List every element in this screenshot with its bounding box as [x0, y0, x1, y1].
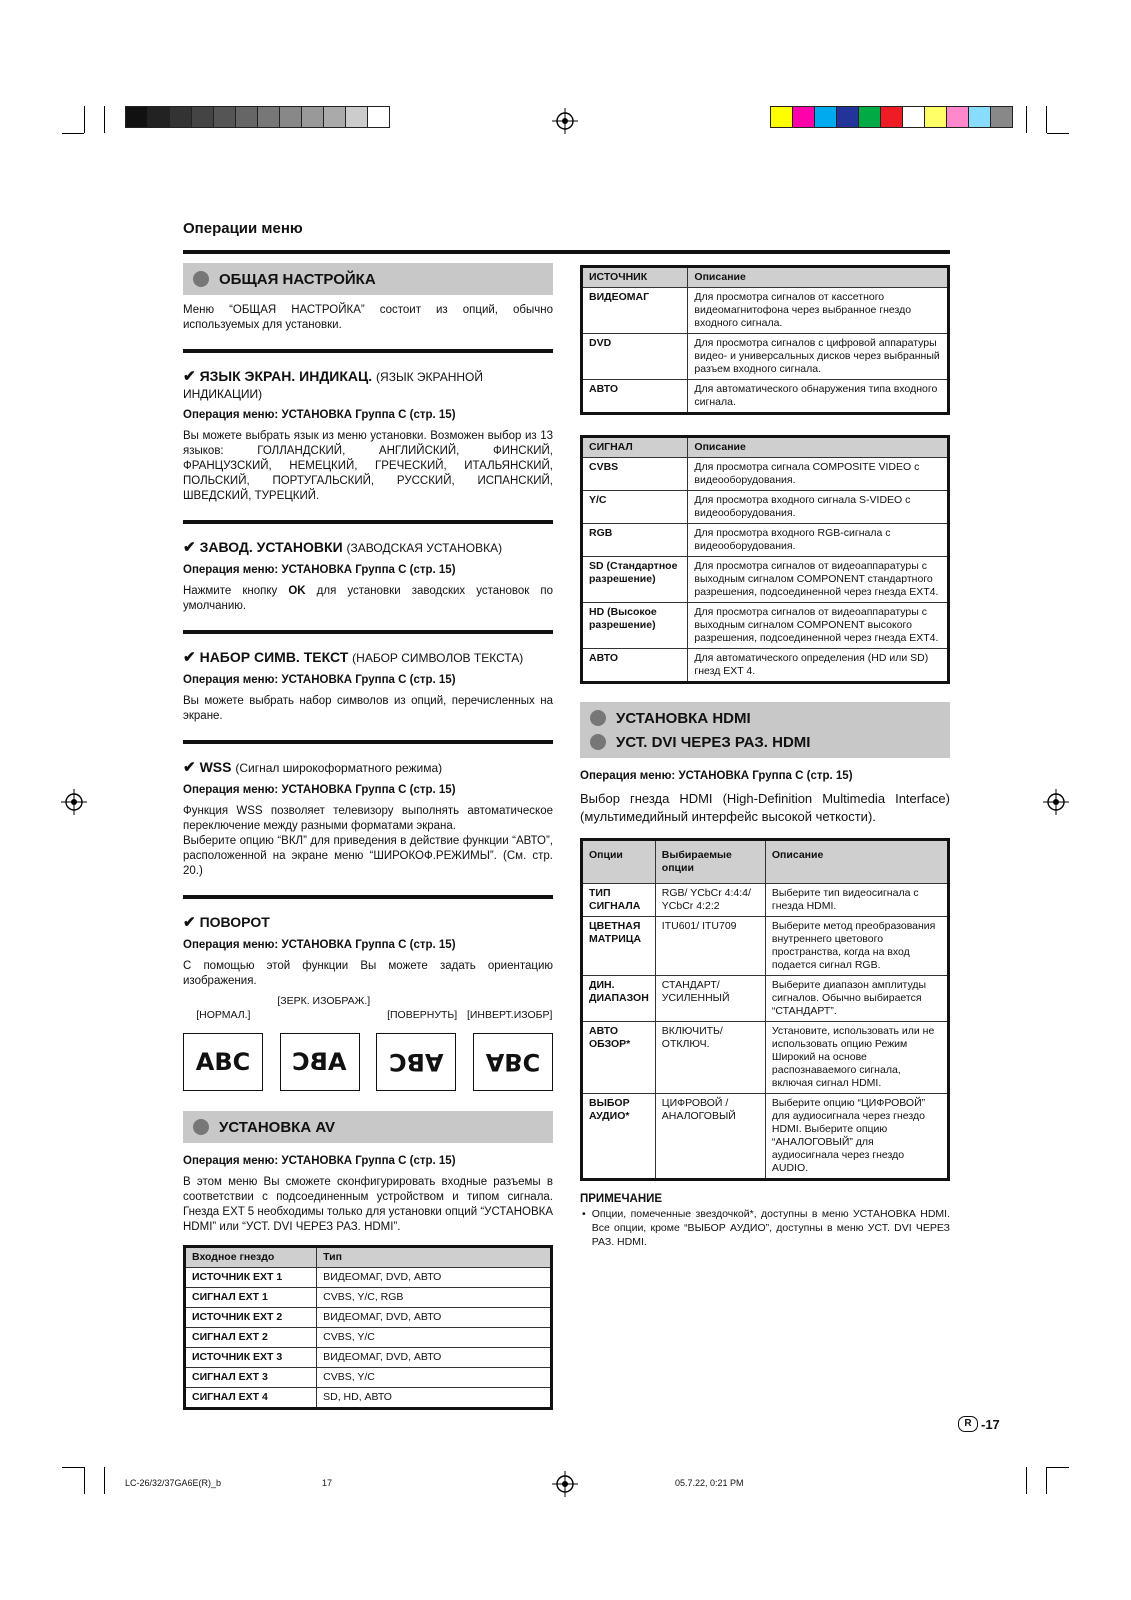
- table-cell: CVBS, Y/C: [317, 1368, 552, 1388]
- table-cell: SD, HD, АВТО: [317, 1388, 552, 1409]
- table-cell: СИГНАЛ EXT 2: [185, 1328, 317, 1348]
- divider: [183, 349, 553, 353]
- table-row: [582, 884, 949, 917]
- bullet-circle-icon: [193, 271, 209, 287]
- header-rule: [183, 250, 950, 254]
- source-table: [580, 265, 950, 415]
- section-av-setup: [183, 1111, 553, 1143]
- table-row: [582, 491, 949, 524]
- table-cell: ВИДЕОМАГ, DVD, АВТО: [317, 1268, 552, 1288]
- table-cell: Выберите тип видеосигнала с гнезда HDMI.: [765, 884, 948, 917]
- section-intro: Меню “ОБЩАЯ НАСТРОЙКА” состоит из опций, обычно используемых для установки.: [183, 304, 553, 331]
- feature-text: Вы можете выбрать язык из меню установки. Возможен выбор из 13 языков: ГОЛЛАНДСКИЙ, АНГЛИЙСКИЙ, ФИНСКИЙ, ФРАНЦУЗСКИЙ, НЕМЕЦКИЙ, ГРЕЧЕСКИЙ, ИТАЛЬЯНСКИЙ, ПОЛЬСКИЙ, ПОРТУГАЛЬСКИЙ, РУССКИЙ, ИСПАНСКИЙ, ШВЕДСКИЙ, ТУРЕЦКИЙ.: [183, 430, 553, 502]
- bullet-circle-icon: [590, 734, 606, 750]
- table-row: [185, 1288, 552, 1308]
- table-cell: RGB: [582, 524, 688, 557]
- bullet-circle-icon: [193, 1119, 209, 1135]
- section-title-row: [580, 706, 950, 730]
- table-cell: Для просмотра входного RGB-сигнала с видеооборудования.: [688, 524, 949, 557]
- checkmark-icon: ✔: [183, 368, 196, 385]
- table-cell: АВТО: [582, 649, 688, 683]
- table-cell: ВКЛЮЧИТЬ/ ОТКЛЮЧ.: [655, 1022, 765, 1094]
- table-cell: Для просмотра сигнала COMPOSITE VIDEO с видеооборудования.: [688, 458, 949, 491]
- table-row: [582, 557, 949, 603]
- feature-charset: [183, 648, 553, 666]
- ok-key-label: OK: [288, 585, 306, 597]
- signal-table: [580, 435, 950, 684]
- table-header: Описание: [688, 437, 949, 458]
- gray-swatch: [192, 107, 214, 127]
- table-cell: СТАНДАРТ/ УСИЛЕННЫЙ: [655, 976, 765, 1022]
- menu-operation: Операция меню: УСТАНОВКА Группа C (стр. 15): [183, 1155, 456, 1167]
- gray-swatch: [170, 107, 192, 127]
- gray-scale-bar: [125, 106, 390, 128]
- table-cell: АВТО: [582, 380, 688, 414]
- table-cell: Выберите метод преобразования внутреннего цветового пространства, когда на вход подается сигнал RGB.: [765, 917, 948, 976]
- gray-swatch: [346, 107, 368, 127]
- color-calibration-bar: [770, 106, 1013, 128]
- orientation-label: [НОРМАЛ.]: [196, 1009, 251, 1021]
- section-text: В этом меню Вы сможете сконфигурировать входные разъемы в соответствии с подсоединенным устройством и типом сигнала. Гнезда EXT 5 необходимы только для установки опций “УСТАНОВКА HDMI” или “УСТ. DVI ЧЕРЕЗ РАЗ. HDMI”.: [183, 1176, 553, 1233]
- table-row: [582, 380, 949, 414]
- color-swatch: [991, 107, 1012, 127]
- color-swatch: [947, 107, 969, 127]
- feature-rotate: [183, 913, 553, 931]
- registration-mark-icon: [61, 789, 87, 815]
- feature-text: Нажмите кнопку OK для установки заводских установок по умолчанию.: [183, 585, 553, 612]
- table-header: Опции: [582, 840, 656, 884]
- menu-operation: Операция меню: УСТАНОВКА Группа C (стр. 15): [183, 674, 456, 686]
- note-title: ПРИМЕЧАНИЕ: [580, 1193, 663, 1205]
- gray-swatch: [280, 107, 302, 127]
- feature-wss: [183, 758, 553, 776]
- table-cell: Для автоматического определения (HD или SD) гнезд EXT 4.: [688, 649, 949, 683]
- gray-swatch: [324, 107, 346, 127]
- bullet-icon: •: [582, 1208, 586, 1220]
- table-row: [185, 1308, 552, 1328]
- table-cell: Для просмотра сигналов от видеоаппаратуры с выходным сигналом COMPONENT стандартного разрешения, подсоединенной через гнезда EXT4.: [688, 557, 949, 603]
- menu-operation: Операция меню: УСТАНОВКА Группа C (стр. 15): [580, 770, 853, 782]
- table-cell: Установите, использовать или не использовать опцию Режим Широкий на основе распознаваемого сигнала, включая сигнал HDMI.: [765, 1022, 948, 1094]
- table-row: [582, 1022, 949, 1094]
- right-column: [580, 265, 950, 1249]
- gray-swatch: [302, 107, 324, 127]
- footer-sheet: 17: [322, 1478, 333, 1488]
- orientation-label: [ПОВЕРНУТЬ]: [387, 1009, 458, 1021]
- feature-factory-settings: [183, 538, 553, 556]
- divider: [183, 740, 553, 744]
- gray-swatch: [126, 107, 148, 127]
- table-row: [582, 649, 949, 683]
- table-cell: SD (Стандартное разрешение): [582, 557, 688, 603]
- feature-title: ПОВОРОТ: [199, 914, 270, 930]
- left-column: [183, 263, 553, 1410]
- table-cell: DVD: [582, 334, 688, 380]
- color-swatch: [793, 107, 815, 127]
- menu-operation: Операция меню: УСТАНОВКА Группа C (стр. 15): [183, 939, 456, 951]
- table-cell: Для просмотра сигналов от видеоаппаратуры с выходным сигналом COMPONENT высокого разрешения, подсоединенной через гнезда EXT4.: [688, 603, 949, 649]
- page-number-text: -17: [981, 1416, 1000, 1432]
- table-row: [582, 603, 949, 649]
- menu-operation: Операция меню: УСТАНОВКА Группа C (стр. 15): [183, 784, 456, 796]
- region-badge: R: [958, 1416, 978, 1432]
- table-row: [582, 334, 949, 380]
- feature-title: НАБОР СИМВ. ТЕКСТ: [199, 649, 349, 665]
- footer-model: LC-26/32/37GA6E(R)_b: [125, 1478, 222, 1488]
- table-header: Входное гнездо: [185, 1247, 317, 1268]
- section-title: УСТАНОВКА AV: [219, 1118, 336, 1136]
- color-swatch: [859, 107, 881, 127]
- feature-title: ЗАВОД. УСТАНОВКИ: [199, 539, 343, 555]
- hdmi-options-table: [580, 838, 950, 1181]
- feature-text: Выберите опцию “ВКЛ” для приведения в действие функции “АВТО”, расположенной на экране меню “ШИРОКОФ.РЕЖИМЫ”. (См. стр. 20.): [183, 835, 553, 877]
- table-cell: ITU601/ ITU709: [655, 917, 765, 976]
- orientation-sample-invert: ABC: [473, 1033, 553, 1091]
- feature-text: Вы можете выбрать набор символов из опций, перечисленных на экране.: [183, 695, 553, 722]
- av-input-table: [183, 1245, 553, 1410]
- gray-swatch: [368, 107, 389, 127]
- table-cell: ИСТОЧНИК EXT 3: [185, 1348, 317, 1368]
- table-row: [582, 288, 949, 334]
- registration-mark-icon: [552, 108, 578, 134]
- table-cell: CVBS, Y/C, RGB: [317, 1288, 552, 1308]
- table-cell: ЦВЕТНАЯ МАТРИЦА: [582, 917, 656, 976]
- table-cell: RGB/ YCbCr 4:4:4/ YCbCr 4:2:2: [655, 884, 765, 917]
- table-cell: ЦИФРОВОЙ / АНАЛОГОВЫЙ: [655, 1094, 765, 1180]
- checkmark-icon: ✔: [183, 649, 196, 666]
- table-row: [185, 1368, 552, 1388]
- orientation-labels: [183, 995, 553, 1027]
- table-row: [582, 458, 949, 491]
- divider: [183, 895, 553, 899]
- table-header: ИСТОЧНИК: [582, 267, 688, 288]
- feature-language: [183, 367, 553, 401]
- page-number: [958, 1416, 1000, 1432]
- table-cell: ВИДЕОМАГ: [582, 288, 688, 334]
- bullet-circle-icon: [590, 710, 606, 726]
- table-row: [582, 917, 949, 976]
- table-cell: Для автоматического обнаружения типа входного сигнала.: [688, 380, 949, 414]
- table-cell: ВИДЕОМАГ, DVD, АВТО: [317, 1308, 552, 1328]
- table-cell: ВЫБОР АУДИО*: [582, 1094, 656, 1180]
- checkmark-icon: ✔: [183, 759, 196, 776]
- table-row: [582, 976, 949, 1022]
- feature-title: WSS: [199, 759, 232, 775]
- gray-swatch: [258, 107, 280, 127]
- section-title-row: [580, 730, 950, 754]
- color-swatch: [925, 107, 947, 127]
- color-swatch: [815, 107, 837, 127]
- section-hdmi-setup: [580, 702, 950, 758]
- orientation-samples: [183, 1033, 553, 1091]
- note: [580, 1207, 950, 1249]
- table-header: Описание: [688, 267, 949, 288]
- divider: [183, 630, 553, 634]
- table-header: СИГНАЛ: [582, 437, 688, 458]
- gray-swatch: [236, 107, 258, 127]
- table-cell: Y/C: [582, 491, 688, 524]
- feature-text: Функция WSS позволяет телевизору выполнять автоматическое переключение между разными форматами экрана.: [183, 805, 553, 832]
- table-cell: Для просмотра сигналов от кассетного видеомагнитофона через выбранное гнездо входного сигнала.: [688, 288, 949, 334]
- table-cell: ДИН. ДИАПАЗОН: [582, 976, 656, 1022]
- registration-mark-icon: [1043, 789, 1069, 815]
- section-general-settings: [183, 263, 553, 295]
- color-swatch: [881, 107, 903, 127]
- color-swatch: [903, 107, 925, 127]
- orientation-sample-rotate: ABC: [376, 1033, 456, 1091]
- checkmark-icon: ✔: [183, 914, 196, 931]
- table-cell: СИГНАЛ EXT 4: [185, 1388, 317, 1409]
- table-header: Описание: [765, 840, 948, 884]
- feature-subtitle: (ЗАВОДСКАЯ УСТАНОВКА): [346, 541, 503, 555]
- table-cell: Выберите опцию “ЦИФРОВОЙ” для аудиосигнала через гнездо HDMI. Выберите опцию “АНАЛОГОВЫЙ” для аудиосигнала через гнездо AUDIO.: [765, 1094, 948, 1180]
- table-row: [185, 1388, 552, 1409]
- table-header: Тип: [317, 1247, 552, 1268]
- registration-mark-icon: [552, 1471, 578, 1497]
- table-cell: CVBS: [582, 458, 688, 491]
- orientation-sample-normal: ABC: [183, 1033, 263, 1091]
- note-text: Опции, помеченные звездочкой*, доступны в меню УСТАНОВКА HDMI. Все опции, кроме “ВЫБОР АУДИО”, доступны в меню УСТ. DVI ЧЕРЕЗ РАЗ. HDMI.: [591, 1208, 950, 1248]
- table-row: [582, 1094, 949, 1180]
- table-cell: АВТО ОБЗОР*: [582, 1022, 656, 1094]
- table-header: Выбираемые опции: [655, 840, 765, 884]
- divider: [183, 520, 553, 524]
- section-title: УСТ. DVI ЧЕРЕЗ РАЗ. HDMI: [616, 733, 811, 751]
- table-cell: CVBS, Y/C: [317, 1328, 552, 1348]
- orientation-sample-mirror: ABC: [280, 1033, 360, 1091]
- color-swatch: [837, 107, 859, 127]
- table-cell: СИГНАЛ EXT 3: [185, 1368, 317, 1388]
- table-cell: ТИП СИГНАЛА: [582, 884, 656, 917]
- feature-text: С помощью этой функции Вы можете задать ориентацию изображения.: [183, 960, 553, 987]
- orientation-label: [ЗЕРК. ИЗОБРАЖ.]: [277, 995, 371, 1007]
- footer-date: 05.7.22, 0:21 PM: [675, 1478, 744, 1488]
- table-cell: HD (Высокое разрешение): [582, 603, 688, 649]
- section-title: УСТАНОВКА HDMI: [616, 709, 751, 727]
- color-swatch: [771, 107, 793, 127]
- table-cell: Выберите диапазон амплитуды сигналов. Обычно выбирается “СТАНДАРТ”.: [765, 976, 948, 1022]
- feature-subtitle: (Сигнал широкоформатного режима): [235, 761, 443, 775]
- feature-subtitle: (ЯЗЫК ЭКРАННОЙ ИНДИКАЦИИ): [183, 370, 484, 401]
- gray-swatch: [214, 107, 236, 127]
- color-swatch: [969, 107, 991, 127]
- table-row: [582, 524, 949, 557]
- section-text: Выбор гнезда HDMI (High-Definition Multimedia Interface) (мультимедийный интерфейс высокой четкости).: [580, 791, 950, 824]
- feature-subtitle: (НАБОР СИМВОЛОВ ТЕКСТА): [352, 651, 524, 665]
- gray-swatch: [148, 107, 170, 127]
- menu-operation: Операция меню: УСТАНОВКА Группа C (стр. 15): [183, 409, 456, 421]
- table-cell: СИГНАЛ EXT 1: [185, 1288, 317, 1308]
- table-cell: ИСТОЧНИК EXT 1: [185, 1268, 317, 1288]
- checkmark-icon: ✔: [183, 539, 196, 556]
- table-row: [185, 1268, 552, 1288]
- table-row: [185, 1348, 552, 1368]
- page-title: Операции меню: [183, 220, 303, 237]
- feature-title: ЯЗЫК ЭКРАН. ИНДИКАЦ.: [199, 368, 373, 384]
- table-cell: Для просмотра сигналов с цифровой аппаратуры видео- и универсальных дисков через выбранный разъем входного сигнала.: [688, 334, 949, 380]
- table-cell: ИСТОЧНИК EXT 2: [185, 1308, 317, 1328]
- menu-operation: Операция меню: УСТАНОВКА Группа C (стр. 15): [183, 564, 456, 576]
- orientation-label: [ИНВЕРТ.ИЗОБР]: [466, 1009, 553, 1021]
- table-cell: ВИДЕОМАГ, DVD, АВТО: [317, 1348, 552, 1368]
- section-title: ОБЩАЯ НАСТРОЙКА: [219, 270, 376, 288]
- table-row: [185, 1328, 552, 1348]
- table-cell: Для просмотра входного сигнала S-VIDEO с видеооборудования.: [688, 491, 949, 524]
